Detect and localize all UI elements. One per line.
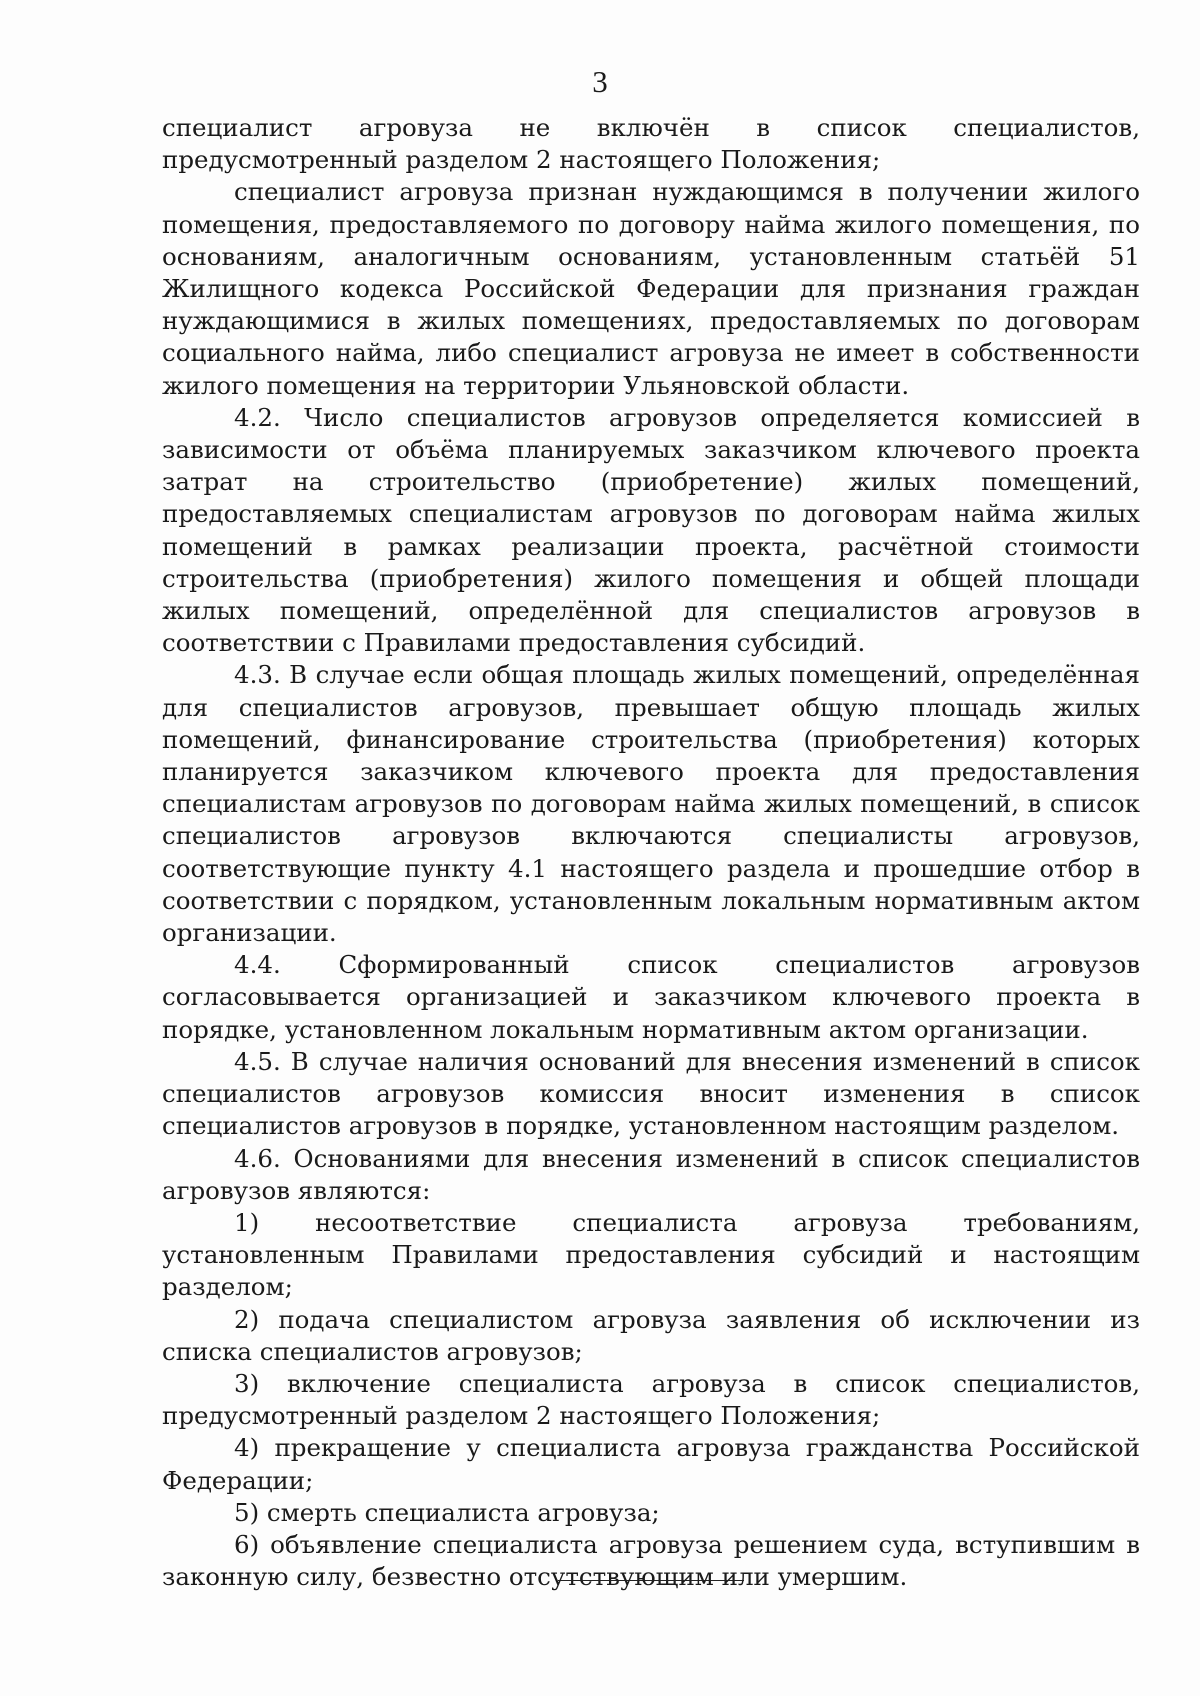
paragraph-4-2: 4.2. Число специалистов агровузов определяется комиссией в зависимости от объёма планируемых заказчиком ключевого проекта затрат на строительство (приобретение) жилых помещений, предоставляемых специалистам агровузов по договорам найма жилых помещений в рамках реализации проекта, расчётной стоимости строительства (приобретения) жилого помещения и общей площади жилых помещений, определённой для специалистов агровузов в соответствии с Правилами предоставления субсидий. bbox=[162, 402, 1140, 658]
list-item-5: 5) смерть специалиста агровуза; bbox=[234, 1497, 660, 1527]
list-item-4: 4) прекращение у специалиста агровуза гражданства Российской Федерации; bbox=[162, 1433, 1140, 1495]
paragraph-criteria-housing-need: специалист агровуза признан нуждающимся в получении жилого помещения, предоставляемого по договору найма жилого помещения, по основаниям, аналогичным основаниям, установленным статьёй 51 Жилищного кодекса Российской Федерации для признания граждан нуждающимися в жилых помещениях, предоставляемых по договорам социального найма, либо специалист агровуза не имеет в собственности жилого помещения на территории Ульяновской области. bbox=[162, 177, 1140, 400]
list-item-3: 3) включение специалиста агровуза в список специалистов, предусмотренный разделом 2 настоящего Положения; bbox=[162, 1368, 1140, 1431]
list-item-2: 2) подача специалистом агровуза заявления об исключении из списка специалистов агровузов; bbox=[162, 1304, 1140, 1366]
paragraph-4-3: 4.3. В случае если общая площадь жилых помещений, определённая для специалистов агровузов, превышает общую площадь жилых помещений, финансирование строительства (приобретения) которых планируется заказчиком ключевого проекта для предоставления специалистам агровузов по договорам найма жилых помещений, в список специалистов агровузов включаются специалисты агровузов, соответствующие пункту 4.1 настоящего раздела и прошедшие отбор в соответствии с порядком, установленным локальным нормативным актом организации. bbox=[162, 660, 1140, 948]
paragraph-criteria-not-in-section-2: специалист агровуза не включён в список специалистов, предусмотренный разделом 2 настоящего Положения; bbox=[162, 113, 1140, 175]
page-number: 3 bbox=[592, 64, 608, 99]
document-body bbox=[162, 112, 1140, 1593]
closing-divider-line bbox=[558, 1580, 744, 1581]
paragraph-4-5: 4.5. В случае наличия оснований для внесения изменений в список специалистов агровузов комиссия вносит изменения в список специалистов агровузов в порядке, установленном настоящим разделом. bbox=[162, 1046, 1140, 1141]
paragraph-4-6: 4.6. Основаниями для внесения изменений в список специалистов агровузов являются: bbox=[162, 1143, 1140, 1205]
list-item-1: 1) несоответствие специалиста агровуза требованиям, установленным Правилами предоставления субсидий и настоящим разделом; bbox=[162, 1207, 1140, 1302]
list-item-6: 6) объявление специалиста агровуза решением суда, вступившим в законную силу, безвестно отсутствующим или умершим. bbox=[162, 1529, 1140, 1592]
paragraph-4-4: 4.4. Сформированный список специалистов агровузов согласовывается организацией и заказчиком ключевого проекта в порядке, установленном локальным нормативным актом организации. bbox=[162, 950, 1140, 1044]
